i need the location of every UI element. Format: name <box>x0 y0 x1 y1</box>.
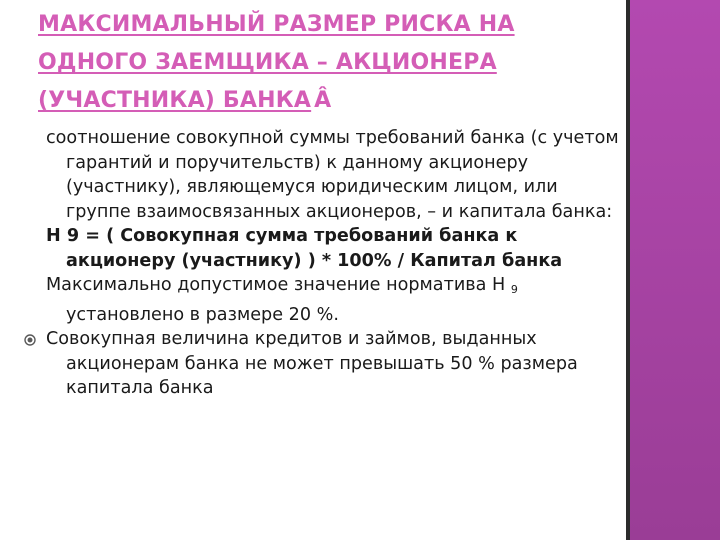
formula-paragraph: Н 9 = ( Совокупная сумма требований банка к акционеру (участнику) ) * 100% / Капитал банка <box>46 226 563 271</box>
limit-prefix: Максимально допустимое значение норматива Н <box>46 275 511 295</box>
title-line-1: МАКСИМАЛЬНЫЙ РАЗМЕР РИСКА НА <box>38 12 515 37</box>
bullet-text: Совокупная величина кредитов и займов, выданных акционерам банка не может превышать 50 % размера капитала банка <box>46 329 578 398</box>
circle-bullet-icon <box>24 334 36 346</box>
title-line-2: ОДНОГО ЗАЕМЩИКА – АКЦИОНЕРА <box>38 50 497 75</box>
limit-paragraph <box>46 273 624 327</box>
bullet-paragraph <box>46 327 624 401</box>
definition-paragraph: соотношение совокупной суммы требований банка (с учетом гарантий и поручительств) к данному акционеру (участнику), являющемуся юридическим лицом, или группе взаимосвязанных акционеров, – и капитала банка: <box>46 128 619 222</box>
limit-subscript: 9 <box>510 283 518 296</box>
title-glyph: Â <box>314 88 332 113</box>
sidebar-accent-bar <box>630 0 720 540</box>
slide-body <box>46 126 624 401</box>
slide-title <box>38 6 618 120</box>
limit-suffix: установлено в размере 20 %. <box>66 304 339 325</box>
title-line-3-wrapper <box>38 82 618 120</box>
title-line-3: (УЧАСТНИКА) БАНКА <box>38 88 312 113</box>
